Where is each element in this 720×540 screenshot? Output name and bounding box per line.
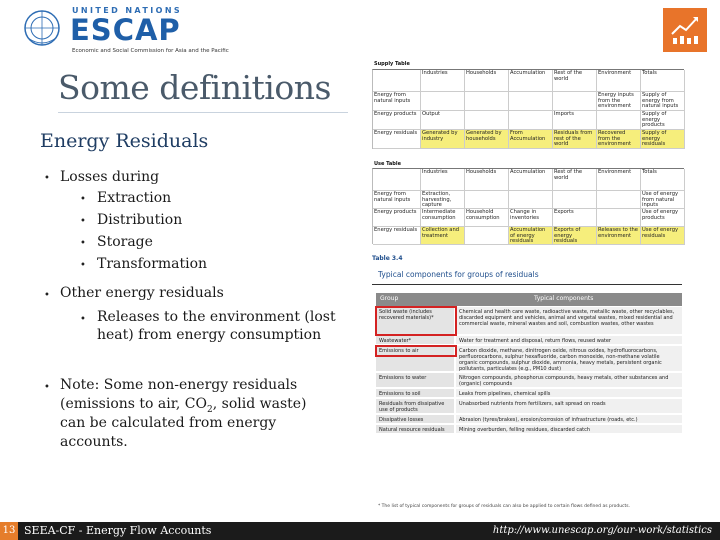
slide-title: Some definitions	[58, 68, 331, 107]
use-table-cell: Use of energy from natural inputs	[641, 191, 685, 209]
title-divider	[58, 112, 348, 113]
supply-table-cell	[465, 111, 509, 130]
supply-table-cell	[509, 92, 553, 111]
other-residuals-item-line1: Releases to the environment (lost	[97, 309, 336, 325]
components-row	[376, 415, 682, 424]
note-line3: can be calculated from energy	[60, 415, 277, 431]
use-table-cell: Exports	[553, 209, 597, 227]
supply-table-cell: From Accumulation	[509, 130, 553, 149]
supply-table-cell: Residuals from rest of the world	[553, 130, 597, 149]
use-table-cell	[553, 191, 597, 209]
supply-table-cell: Industries	[421, 70, 465, 92]
components-footnote: * The list of typical components for groups of residuals can also be applied to certain flows defined as products.	[378, 504, 631, 509]
highlight-box	[375, 306, 457, 336]
residual-components: Unabsorbed nutrients from fertilizers, salt spread on roads	[456, 399, 682, 413]
residual-components: Carbon dioxide, methane, dinitrogen oxide, nitrous oxides, hydrofluorocarbons, perfluorocarbons, sulphur hexafluoride, carbon monoxide, non-methane volatile organic compounds, sulphur dioxide, ammonia, heavy metals, persistent organic pollutants, particulates (e.g., PM10 dust)	[456, 346, 682, 371]
use-table	[372, 168, 684, 244]
bullet-icon: •	[44, 290, 50, 301]
org-full-name: Economic and Social Commission for Asia and the Pacific	[72, 48, 229, 54]
bullet-icon: •	[80, 238, 86, 249]
note-line4: accounts.	[60, 434, 128, 450]
supply-table-cell: Supply of energy from natural inputs	[641, 92, 685, 111]
components-row	[376, 399, 682, 414]
residual-group: Wastewater*	[376, 336, 454, 344]
use-table-cell: Households	[465, 169, 509, 191]
slide-subtitle: Energy Residuals	[40, 130, 209, 152]
use-table-cell: Energy residuals	[373, 227, 421, 245]
use-table-cell: Accumulation of energy residuals	[509, 227, 553, 245]
supply-table-cell: Households	[465, 70, 509, 92]
components-table-header	[376, 293, 682, 306]
components-row	[376, 425, 682, 434]
residual-group: Natural resource residuals	[376, 425, 454, 433]
residual-group: Solid waste (includes recovered materials)*	[376, 307, 454, 334]
bullet-icon: •	[44, 382, 50, 393]
use-table-cell	[465, 227, 509, 245]
use-table-cell: Use of energy residuals	[641, 227, 685, 245]
un-emblem-icon	[22, 8, 62, 48]
components-row	[376, 307, 682, 335]
use-table-cell: Releases to the environment	[597, 227, 641, 245]
other-residuals-heading: Other energy residuals	[60, 285, 224, 301]
use-table-cell: Industries	[421, 169, 465, 191]
bullet-icon: •	[80, 216, 86, 227]
losses-item: Extraction	[97, 190, 172, 206]
components-row	[376, 389, 682, 398]
use-table-cell	[597, 191, 641, 209]
other-residuals-item-line2: heat) from energy consumption	[97, 327, 322, 343]
supply-table-cell: Imports	[553, 111, 597, 130]
use-table-cell	[597, 209, 641, 227]
supply-table-cell	[373, 70, 421, 92]
residual-group: Residuals from dissipative use of products	[376, 399, 454, 413]
supply-table-cell: Energy products	[373, 111, 421, 130]
supply-table-cell: Energy inputs from the environment	[597, 92, 641, 111]
footer-bar	[0, 522, 720, 540]
losses-heading: Losses during	[60, 169, 160, 185]
residual-group: Emissions to soil	[376, 389, 454, 397]
bullet-icon: •	[80, 260, 86, 271]
org-name: ESCAP	[70, 13, 181, 47]
residual-components: Abrasion (tyres/brakes), erosion/corrosion of infrastructure (roads, etc.)	[456, 415, 682, 423]
supply-table-cell: Generated by industry	[421, 130, 465, 149]
residual-components: Nitrogen compounds, phosphorus compounds, heavy metals, other substances and (organic) compounds	[456, 373, 682, 387]
un-label: UNITED NATIONS	[72, 6, 183, 15]
components-row	[376, 373, 682, 388]
bullet-icon: •	[80, 314, 86, 325]
components-table-rule	[372, 284, 682, 285]
statistics-chart-icon	[663, 8, 707, 52]
residual-components: Leaks from pipelines, chemical spills	[456, 389, 682, 397]
supply-table	[372, 69, 684, 149]
supply-table-cell: Energy from natural inputs	[373, 92, 421, 111]
escap-logo	[22, 6, 229, 56]
supply-table-cell	[597, 111, 641, 130]
use-table-cell: Extraction, harvesting, capture	[421, 191, 465, 209]
bullet-icon: •	[80, 194, 86, 205]
components-table-number: Table 3.4	[372, 255, 403, 262]
use-table-cell	[509, 191, 553, 209]
residual-group: Dissipative losses	[376, 415, 454, 423]
use-table-cell: Collection and treatment	[421, 227, 465, 245]
residual-group: Emissions to water	[376, 373, 454, 387]
supply-table-cell	[553, 92, 597, 111]
note-line1: Note: Some non-energy residuals	[60, 377, 298, 393]
use-table-cell: Change in inventories	[509, 209, 553, 227]
supply-table-cell: Totals	[641, 70, 685, 92]
supply-table-cell	[421, 92, 465, 111]
supply-table-cell: Generated by households	[465, 130, 509, 149]
use-table-cell: Energy from natural inputs	[373, 191, 421, 209]
highlight-box	[375, 345, 457, 357]
components-table-title: Typical components for groups of residuals	[378, 270, 539, 279]
supply-table-cell	[465, 92, 509, 111]
header-components: Typical components	[534, 295, 594, 302]
losses-item: Storage	[97, 234, 153, 250]
supply-table-cell: Accumulation	[509, 70, 553, 92]
use-table-cell: Exports of energy residuals	[553, 227, 597, 245]
page-number: 13	[0, 522, 18, 540]
losses-item: Transformation	[97, 256, 208, 272]
use-table-cell	[373, 169, 421, 191]
use-table-label: Use Table	[374, 161, 401, 167]
use-table-cell: Environment	[597, 169, 641, 191]
use-table-cell: Household consumption	[465, 209, 509, 227]
use-table-cell: Accumulation	[509, 169, 553, 191]
supply-table-cell: Supply of energy products	[641, 111, 685, 130]
use-table-cell	[465, 191, 509, 209]
supply-table-cell: Rest of the world	[553, 70, 597, 92]
losses-item: Distribution	[97, 212, 183, 228]
use-table-cell: Energy products	[373, 209, 421, 227]
residual-group: Emissions to air	[376, 346, 454, 371]
supply-table-cell: Supply of energy residuals	[641, 130, 685, 149]
footer-title: SEEA-CF - Energy Flow Accounts	[24, 524, 212, 537]
use-table-cell: Use of energy products	[641, 209, 685, 227]
supply-table-cell: Environment	[597, 70, 641, 92]
components-row	[376, 336, 682, 345]
use-table-cell: Intermediate consumption	[421, 209, 465, 227]
supply-table-cell: Output	[421, 111, 465, 130]
components-row	[376, 346, 682, 372]
supply-table-cell	[509, 111, 553, 130]
header-group: Group	[380, 295, 399, 302]
residual-components: Water for treatment and disposal, return flows, reused water	[456, 336, 682, 344]
bullet-icon: •	[44, 173, 50, 184]
supply-table-cell: Energy residuals	[373, 130, 421, 149]
use-table-cell: Rest of the world	[553, 169, 597, 191]
note-line2: (emissions to air, $CO_2$, solid waste)	[60, 396, 307, 415]
use-table-cell: Totals	[641, 169, 685, 191]
supply-table-label: Supply Table	[374, 61, 410, 67]
residual-components: Mining overburden, felling residues, discarded catch	[456, 425, 682, 433]
supply-table-cell: Recovered from the environment	[597, 130, 641, 149]
residual-components: Chemical and health care waste, radioactive waste, metallic waste, other recyclables, discarded equipment and vehicles, animal and vegetal wastes, mixed residential and commercial waste, mineral wastes and soil, combustion wastes, other wastes	[456, 307, 682, 334]
footer-url[interactable]: http://www.unescap.org/our-work/statistics	[492, 525, 712, 536]
